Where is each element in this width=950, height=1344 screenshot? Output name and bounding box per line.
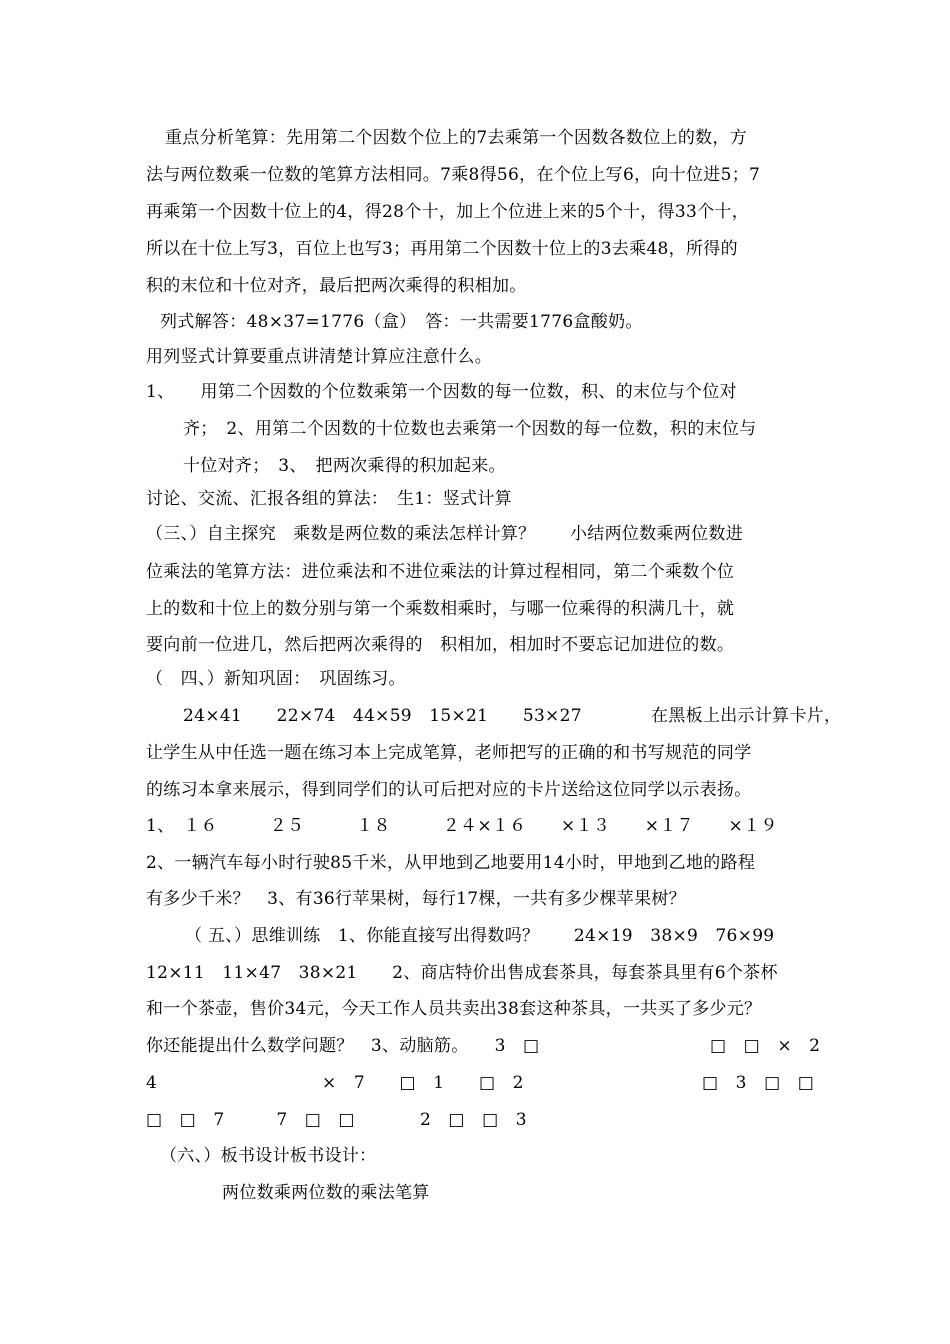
text-line-22: 有多少千米？ 3、有36行苹果树，每行17棵，一共有多少棵苹果树？ bbox=[146, 889, 686, 909]
text-line-27-right: □ 3 □ □ bbox=[702, 1073, 815, 1093]
text-line-27-left: 4 bbox=[146, 1073, 158, 1093]
text-line-2: 法与两位数乘一位数的笔算方法相同。7乘8得56，在个位上写6，向十位进5；7 bbox=[146, 165, 761, 185]
text-line-28-left: □ □ 7 7 □ □ bbox=[146, 1110, 355, 1130]
text-line-7: 用列竖式计算要重点讲清楚计算应注意什么。 bbox=[146, 347, 492, 367]
text-line-24: 12×11 11×47 38×21 2、商店特价出售成套茶具，每套茶具里有6个茶杯 bbox=[146, 963, 778, 983]
text-line-9: 齐； 2、用第二个因数的十位数也去乘第一个因数的每一位数，积的末位与 bbox=[183, 419, 757, 439]
text-line-26-right: □ □ × 2 bbox=[710, 1036, 821, 1056]
text-line-19: 的练习本拿来展示，得到同学们的认可后把对应的卡片送给这位同学以示表扬。 bbox=[146, 780, 752, 800]
text-line-26: 你还能提出什么数学问题？ 3、动脑筋。 3 □ bbox=[146, 1036, 540, 1056]
text-line-18: 让学生从中任选一题在练习本上完成笔算，老师把写的正确的和书写规范的同学 bbox=[146, 743, 752, 763]
text-line-30: 两位数乘两位数的乘法笔算 bbox=[222, 1183, 430, 1203]
text-line-3: 再乘第一个因数十位上的4，得28个十，加上个位进上来的5个十，得33个十， bbox=[146, 202, 749, 222]
text-line-10: 十位对齐； 3、 把两次乘得的积加起来。 bbox=[183, 456, 506, 476]
text-line-14: 上的数和十位上的数分别与第一个乘数相乘时，与哪一位乘得的积满几十，就 bbox=[146, 599, 735, 619]
text-line-11: 讨论、交流、汇报各组的算法： 生1：竖式计算 bbox=[146, 489, 512, 509]
text-line-17: 24×41 22×74 44×59 15×21 53×27 在黑板上出示计算卡片， bbox=[183, 706, 842, 726]
text-line-5: 积的末位和十位对齐，最后把两次乘得的积相加。 bbox=[146, 276, 527, 296]
text-line-6: 列式解答：48×37=1776（盒） 答：一共需要1776盒酸奶。 bbox=[160, 312, 643, 332]
text-line-16: （ 四、）新知巩固： 巩固练习。 bbox=[146, 669, 406, 689]
text-line-28-right: 2 □ □ 3 bbox=[420, 1110, 527, 1130]
text-line-27-middle: × 7 □ 1 □ 2 bbox=[322, 1073, 524, 1093]
text-line-15: 要向前一位进几，然后把两次乘得的 积相加，相加时不要忘记加进位的数。 bbox=[146, 635, 735, 655]
text-line-20: 1、 １６ ２５ １８ ２４×１６ ×１３ ×１７ ×１９ bbox=[146, 816, 778, 836]
text-line-1: 重点分析笔算：先用第二个因数个位上的7去乘第一个因数各数位上的数，方 bbox=[165, 128, 748, 148]
text-line-21: 2、一辆汽车每小时行驶85千米，从甲地到乙地要用14小时，甲地到乙地的路程 bbox=[146, 853, 756, 873]
text-line-23: （ 五、）思维训练 1、你能直接写出得数吗？ 24×19 38×9 76×99 bbox=[185, 926, 775, 946]
text-line-4: 所以在十位上写3，百位上也写3；再用第二个因数十位上的3去乘48，所得的 bbox=[146, 239, 738, 259]
text-line-12: （三、）自主探究 乘数是两位数的乘法怎样计算？ 小结两位数乘两位数进 bbox=[146, 524, 743, 544]
text-line-8: 1、 用第二个因数的个位数乘第一个因数的每一位数，积、的末位与个位对 bbox=[146, 382, 737, 402]
text-line-25: 和一个茶壶，售价34元，今天工作人员共卖出38套这种茶具，一共买了多少元？ bbox=[146, 999, 762, 1019]
text-line-29: （六、）板书设计板书设计： bbox=[160, 1146, 377, 1166]
text-line-13: 位乘法的笔算方法：进位乘法和不进位乘法的计算过程相同，第二个乘数个位 bbox=[146, 562, 735, 582]
